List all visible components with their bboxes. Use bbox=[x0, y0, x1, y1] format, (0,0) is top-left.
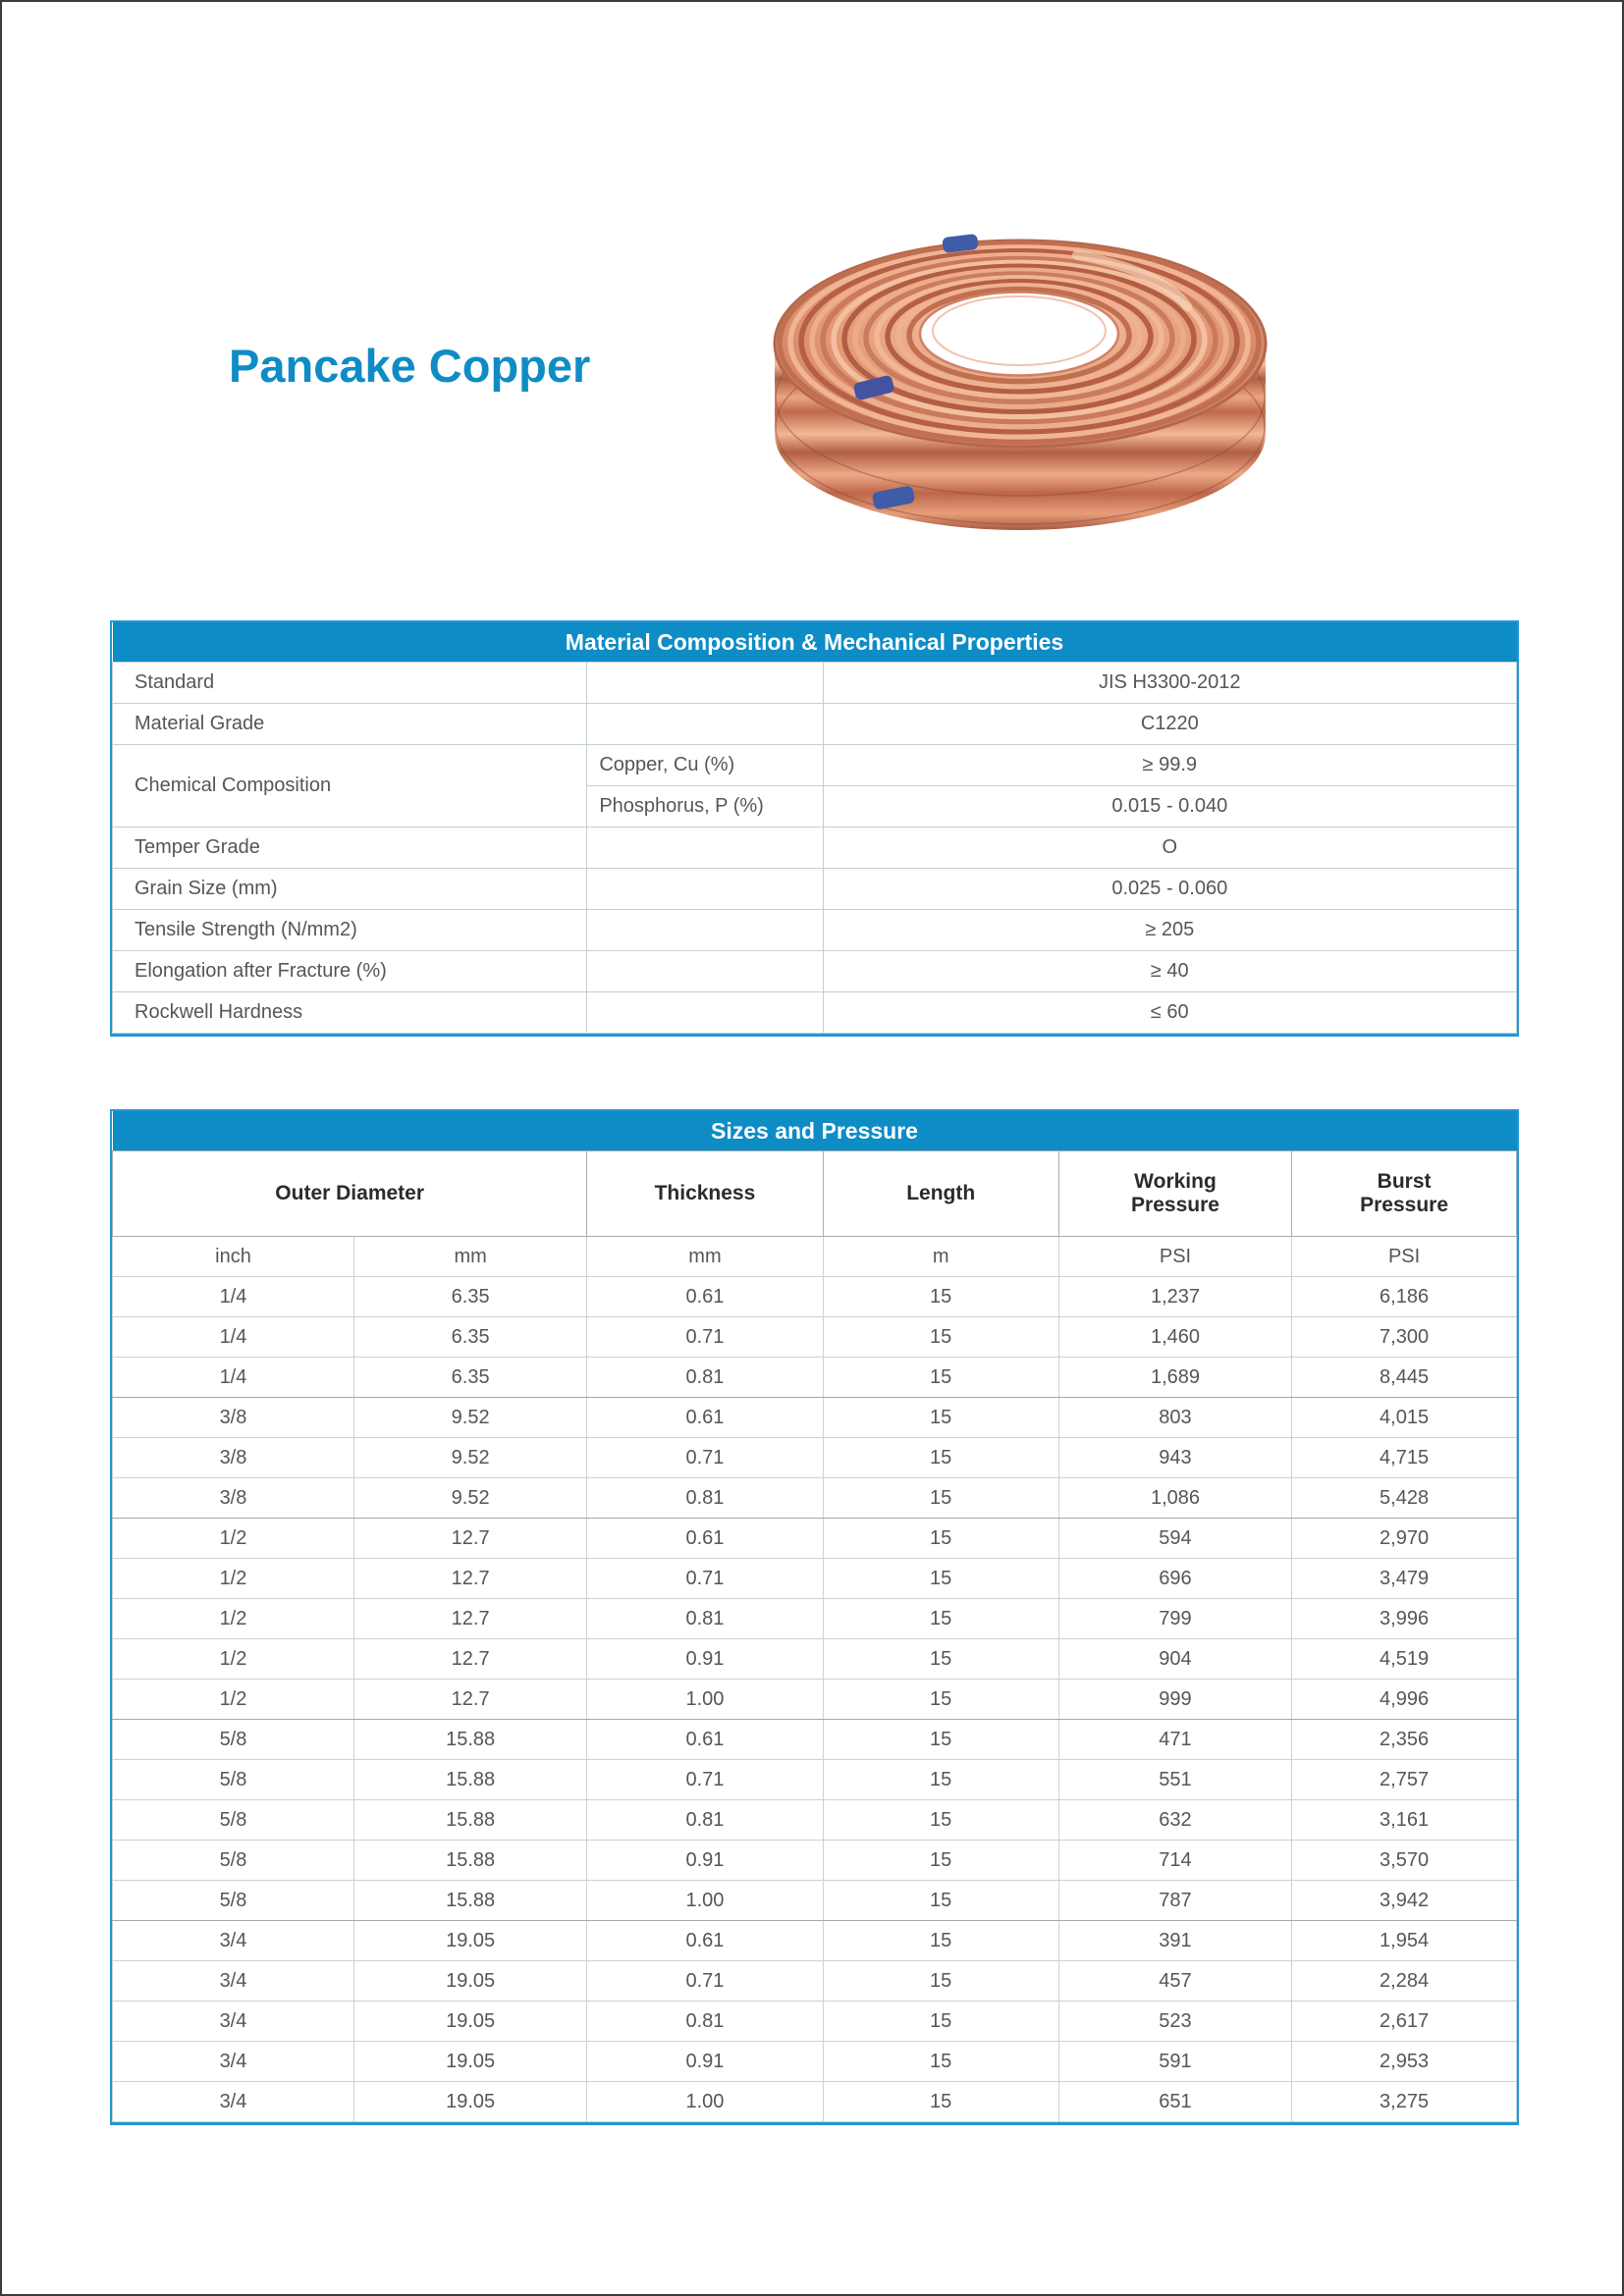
thickness-mm: 0.81 bbox=[587, 1800, 823, 1841]
burst-pressure-psi: 2,953 bbox=[1292, 2042, 1517, 2082]
od-inch: 1/2 bbox=[113, 1519, 354, 1559]
od-inch: 3/8 bbox=[113, 1478, 354, 1519]
size-row bbox=[113, 1317, 1517, 1358]
size-row bbox=[113, 1639, 1517, 1680]
thickness-mm: 0.91 bbox=[587, 2042, 823, 2082]
property-label: Chemical Composition bbox=[113, 745, 587, 828]
working-pressure-psi: 1,689 bbox=[1058, 1358, 1291, 1398]
working-pressure-psi: 714 bbox=[1058, 1841, 1291, 1881]
material-row bbox=[113, 828, 1517, 869]
thickness-mm: 0.81 bbox=[587, 2002, 823, 2042]
thickness-mm: 0.71 bbox=[587, 1559, 823, 1599]
burst-pressure-psi: 8,445 bbox=[1292, 1358, 1517, 1398]
od-inch: 3/8 bbox=[113, 1398, 354, 1438]
od-inch: 1/4 bbox=[113, 1277, 354, 1317]
working-pressure-psi: 1,237 bbox=[1058, 1277, 1291, 1317]
header-length: Length bbox=[823, 1151, 1058, 1237]
length-m: 15 bbox=[823, 1760, 1058, 1800]
size-row bbox=[113, 2082, 1517, 2122]
burst-pressure-psi: 2,284 bbox=[1292, 1961, 1517, 2002]
length-m: 15 bbox=[823, 1478, 1058, 1519]
od-mm: 19.05 bbox=[353, 1921, 586, 1961]
thickness-mm: 1.00 bbox=[587, 1680, 823, 1720]
length-m: 15 bbox=[823, 1841, 1058, 1881]
od-inch: 5/8 bbox=[113, 1881, 354, 1921]
property-sub-label bbox=[587, 992, 823, 1034]
length-m: 15 bbox=[823, 1559, 1058, 1599]
property-sub-label bbox=[587, 910, 823, 951]
size-row bbox=[113, 1358, 1517, 1398]
thickness-mm: 0.71 bbox=[587, 1961, 823, 2002]
size-row bbox=[113, 2002, 1517, 2042]
thickness-mm: 0.71 bbox=[587, 1317, 823, 1358]
od-mm: 15.88 bbox=[353, 1881, 586, 1921]
working-pressure-psi: 787 bbox=[1058, 1881, 1291, 1921]
working-pressure-psi: 594 bbox=[1058, 1519, 1291, 1559]
size-row bbox=[113, 1519, 1517, 1559]
property-label: Standard bbox=[113, 663, 587, 704]
thickness-mm: 0.81 bbox=[587, 1358, 823, 1398]
burst-pressure-psi: 1,954 bbox=[1292, 1921, 1517, 1961]
od-mm: 19.05 bbox=[353, 2082, 586, 2122]
od-mm: 9.52 bbox=[353, 1478, 586, 1519]
od-inch: 3/4 bbox=[113, 2042, 354, 2082]
od-mm: 12.7 bbox=[353, 1599, 586, 1639]
property-sub-label bbox=[587, 828, 823, 869]
working-pressure-psi: 471 bbox=[1058, 1720, 1291, 1760]
working-pressure-psi: 999 bbox=[1058, 1680, 1291, 1720]
property-label: Tensile Strength (N/mm2) bbox=[113, 910, 587, 951]
size-row bbox=[113, 2042, 1517, 2082]
thickness-mm: 0.81 bbox=[587, 1599, 823, 1639]
od-inch: 3/4 bbox=[113, 1961, 354, 2002]
property-sub-label bbox=[587, 951, 823, 992]
burst-pressure-psi: 2,757 bbox=[1292, 1760, 1517, 1800]
thickness-mm: 0.61 bbox=[587, 1519, 823, 1559]
sizes-table-body bbox=[113, 1277, 1517, 2122]
length-m: 15 bbox=[823, 1398, 1058, 1438]
working-pressure-psi: 457 bbox=[1058, 1961, 1291, 2002]
property-sub-label: Copper, Cu (%) bbox=[587, 745, 823, 786]
thickness-mm: 1.00 bbox=[587, 2082, 823, 2122]
unit-inch: inch bbox=[113, 1237, 354, 1277]
working-pressure-psi: 799 bbox=[1058, 1599, 1291, 1639]
thickness-mm: 0.71 bbox=[587, 1438, 823, 1478]
od-mm: 15.88 bbox=[353, 1841, 586, 1881]
header-thickness: Thickness bbox=[587, 1151, 823, 1237]
od-mm: 6.35 bbox=[353, 1277, 586, 1317]
working-pressure-psi: 551 bbox=[1058, 1760, 1291, 1800]
pancake-copper-coil-image bbox=[763, 187, 1278, 542]
working-pressure-psi: 1,086 bbox=[1058, 1478, 1291, 1519]
burst-pressure-psi: 2,356 bbox=[1292, 1720, 1517, 1760]
size-row bbox=[113, 1277, 1517, 1317]
material-table-body bbox=[113, 663, 1517, 1034]
length-m: 15 bbox=[823, 1639, 1058, 1680]
material-row bbox=[113, 869, 1517, 910]
property-sub-label bbox=[587, 663, 823, 704]
od-inch: 5/8 bbox=[113, 1720, 354, 1760]
od-inch: 1/4 bbox=[113, 1358, 354, 1398]
thickness-mm: 0.81 bbox=[587, 1478, 823, 1519]
size-row bbox=[113, 1961, 1517, 2002]
sizes-table-title: Sizes and Pressure bbox=[113, 1111, 1517, 1151]
working-pressure-psi: 651 bbox=[1058, 2082, 1291, 2122]
property-sub-label bbox=[587, 704, 823, 745]
length-m: 15 bbox=[823, 1800, 1058, 1841]
property-value: O bbox=[823, 828, 1516, 869]
thickness-mm: 0.61 bbox=[587, 1277, 823, 1317]
unit-length-m: m bbox=[823, 1237, 1058, 1277]
material-row bbox=[113, 992, 1517, 1034]
material-row bbox=[113, 951, 1517, 992]
od-mm: 6.35 bbox=[353, 1358, 586, 1398]
od-inch: 1/2 bbox=[113, 1680, 354, 1720]
working-pressure-psi: 391 bbox=[1058, 1921, 1291, 1961]
thickness-mm: 0.91 bbox=[587, 1841, 823, 1881]
sizes-table-title-bar bbox=[113, 1111, 1517, 1151]
unit-thickness-mm: mm bbox=[587, 1237, 823, 1277]
thickness-mm: 0.71 bbox=[587, 1760, 823, 1800]
od-mm: 15.88 bbox=[353, 1720, 586, 1760]
sizes-pressure-table bbox=[110, 1109, 1519, 2125]
burst-pressure-psi: 3,479 bbox=[1292, 1559, 1517, 1599]
od-mm: 12.7 bbox=[353, 1639, 586, 1680]
thickness-mm: 0.61 bbox=[587, 1720, 823, 1760]
sizes-table-header-row bbox=[113, 1151, 1517, 1237]
od-inch: 1/2 bbox=[113, 1639, 354, 1680]
working-pressure-psi: 904 bbox=[1058, 1639, 1291, 1680]
property-label: Material Grade bbox=[113, 704, 587, 745]
property-label: Temper Grade bbox=[113, 828, 587, 869]
working-pressure-psi: 1,460 bbox=[1058, 1317, 1291, 1358]
od-mm: 12.7 bbox=[353, 1680, 586, 1720]
working-pressure-psi: 523 bbox=[1058, 2002, 1291, 2042]
od-inch: 3/4 bbox=[113, 2002, 354, 2042]
property-value: 0.015 - 0.040 bbox=[823, 786, 1516, 828]
material-row bbox=[113, 745, 1517, 786]
burst-pressure-psi: 4,519 bbox=[1292, 1639, 1517, 1680]
od-mm: 15.88 bbox=[353, 1800, 586, 1841]
unit-working-psi: PSI bbox=[1058, 1237, 1291, 1277]
length-m: 15 bbox=[823, 1519, 1058, 1559]
unit-od-mm: mm bbox=[353, 1237, 586, 1277]
burst-pressure-psi: 3,275 bbox=[1292, 2082, 1517, 2122]
sizes-table-unit-row bbox=[113, 1237, 1517, 1277]
material-properties-table bbox=[110, 620, 1519, 1037]
size-row bbox=[113, 1921, 1517, 1961]
size-row bbox=[113, 1559, 1517, 1599]
burst-pressure-psi: 2,970 bbox=[1292, 1519, 1517, 1559]
od-inch: 3/4 bbox=[113, 2082, 354, 2122]
thickness-mm: 0.61 bbox=[587, 1921, 823, 1961]
property-value: ≥ 40 bbox=[823, 951, 1516, 992]
burst-pressure-psi: 3,570 bbox=[1292, 1841, 1517, 1881]
od-inch: 1/2 bbox=[113, 1559, 354, 1599]
length-m: 15 bbox=[823, 1277, 1058, 1317]
property-value: 0.025 - 0.060 bbox=[823, 869, 1516, 910]
thickness-mm: 1.00 bbox=[587, 1881, 823, 1921]
burst-pressure-psi: 4,715 bbox=[1292, 1438, 1517, 1478]
material-table-title-bar bbox=[113, 622, 1517, 663]
property-value: ≥ 205 bbox=[823, 910, 1516, 951]
size-row bbox=[113, 1599, 1517, 1639]
length-m: 15 bbox=[823, 1317, 1058, 1358]
header-outer-diameter: Outer Diameter bbox=[113, 1151, 587, 1237]
od-inch: 3/4 bbox=[113, 1921, 354, 1961]
length-m: 15 bbox=[823, 1961, 1058, 2002]
length-m: 15 bbox=[823, 1599, 1058, 1639]
working-pressure-psi: 803 bbox=[1058, 1398, 1291, 1438]
page-title: Pancake Copper bbox=[229, 340, 591, 392]
length-m: 15 bbox=[823, 2002, 1058, 2042]
od-mm: 6.35 bbox=[353, 1317, 586, 1358]
length-m: 15 bbox=[823, 1438, 1058, 1478]
od-inch: 5/8 bbox=[113, 1800, 354, 1841]
length-m: 15 bbox=[823, 1720, 1058, 1760]
burst-pressure-psi: 3,996 bbox=[1292, 1599, 1517, 1639]
header-working-pressure: Working Pressure bbox=[1058, 1151, 1291, 1237]
material-table-title: Material Composition & Mechanical Properties bbox=[113, 622, 1517, 663]
burst-pressure-psi: 7,300 bbox=[1292, 1317, 1517, 1358]
od-mm: 19.05 bbox=[353, 2042, 586, 2082]
burst-pressure-psi: 3,942 bbox=[1292, 1881, 1517, 1921]
working-pressure-psi: 591 bbox=[1058, 2042, 1291, 2082]
od-mm: 12.7 bbox=[353, 1519, 586, 1559]
burst-pressure-psi: 5,428 bbox=[1292, 1478, 1517, 1519]
length-m: 15 bbox=[823, 1881, 1058, 1921]
working-pressure-psi: 632 bbox=[1058, 1800, 1291, 1841]
size-row bbox=[113, 1438, 1517, 1478]
length-m: 15 bbox=[823, 1921, 1058, 1961]
property-value: C1220 bbox=[823, 704, 1516, 745]
header-burst-pressure: Burst Pressure bbox=[1292, 1151, 1517, 1237]
thickness-mm: 0.61 bbox=[587, 1398, 823, 1438]
property-value: ≤ 60 bbox=[823, 992, 1516, 1034]
size-row bbox=[113, 1760, 1517, 1800]
property-label: Elongation after Fracture (%) bbox=[113, 951, 587, 992]
size-row bbox=[113, 1680, 1517, 1720]
burst-pressure-psi: 4,996 bbox=[1292, 1680, 1517, 1720]
od-inch: 1/2 bbox=[113, 1599, 354, 1639]
working-pressure-psi: 943 bbox=[1058, 1438, 1291, 1478]
property-label: Grain Size (mm) bbox=[113, 869, 587, 910]
material-row bbox=[113, 910, 1517, 951]
od-inch: 5/8 bbox=[113, 1760, 354, 1800]
length-m: 15 bbox=[823, 2042, 1058, 2082]
size-row bbox=[113, 1720, 1517, 1760]
working-pressure-psi: 696 bbox=[1058, 1559, 1291, 1599]
material-row bbox=[113, 663, 1517, 704]
property-sub-label: Phosphorus, P (%) bbox=[587, 786, 823, 828]
thickness-mm: 0.91 bbox=[587, 1639, 823, 1680]
property-sub-label bbox=[587, 869, 823, 910]
burst-pressure-psi: 4,015 bbox=[1292, 1398, 1517, 1438]
length-m: 15 bbox=[823, 1358, 1058, 1398]
od-inch: 5/8 bbox=[113, 1841, 354, 1881]
unit-burst-psi: PSI bbox=[1292, 1237, 1517, 1277]
size-row bbox=[113, 1478, 1517, 1519]
burst-pressure-psi: 6,186 bbox=[1292, 1277, 1517, 1317]
od-mm: 19.05 bbox=[353, 1961, 586, 2002]
property-label: Rockwell Hardness bbox=[113, 992, 587, 1034]
size-row bbox=[113, 1398, 1517, 1438]
od-mm: 9.52 bbox=[353, 1438, 586, 1478]
od-mm: 15.88 bbox=[353, 1760, 586, 1800]
burst-pressure-psi: 3,161 bbox=[1292, 1800, 1517, 1841]
size-row bbox=[113, 1841, 1517, 1881]
length-m: 15 bbox=[823, 1680, 1058, 1720]
od-mm: 19.05 bbox=[353, 2002, 586, 2042]
property-value: ≥ 99.9 bbox=[823, 745, 1516, 786]
length-m: 15 bbox=[823, 2082, 1058, 2122]
size-row bbox=[113, 1881, 1517, 1921]
burst-pressure-psi: 2,617 bbox=[1292, 2002, 1517, 2042]
od-mm: 12.7 bbox=[353, 1559, 586, 1599]
od-inch: 1/4 bbox=[113, 1317, 354, 1358]
size-row bbox=[113, 1800, 1517, 1841]
property-value: JIS H3300-2012 bbox=[823, 663, 1516, 704]
od-inch: 3/8 bbox=[113, 1438, 354, 1478]
od-mm: 9.52 bbox=[353, 1398, 586, 1438]
material-row bbox=[113, 704, 1517, 745]
